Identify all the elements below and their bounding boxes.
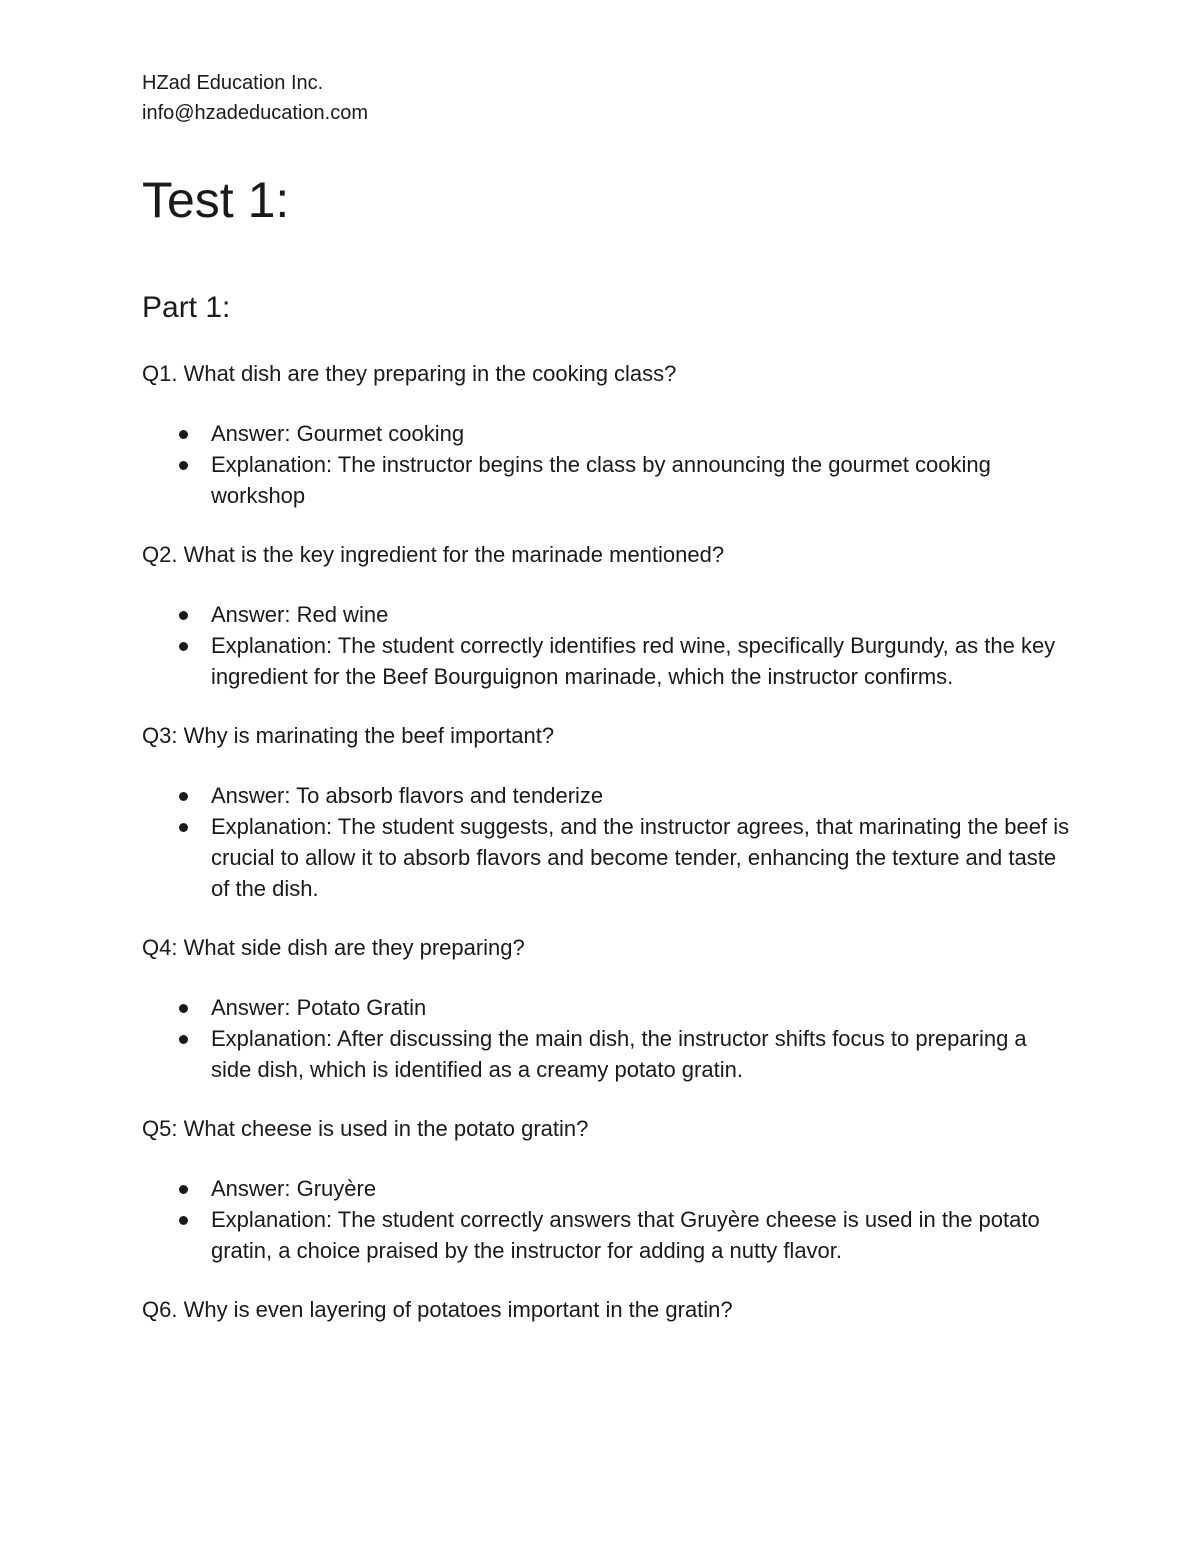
answer-text: Answer: Gourmet cooking <box>211 421 465 446</box>
question-text: Q3: Why is marinating the beef important? <box>142 723 555 748</box>
answer-list <box>142 1173 1072 1266</box>
explanation-item <box>142 1023 1072 1085</box>
bullet-icon <box>179 461 188 470</box>
organization-email: info@hzadeducation.com <box>142 102 368 124</box>
answer-item <box>142 992 1072 1023</box>
question-6 <box>142 1294 1072 1325</box>
bullet-icon <box>179 1035 188 1044</box>
bullet-icon <box>179 642 188 651</box>
explanation-text: Explanation: The instructor begins the class by announcing the gourmet cooking workshop <box>211 452 991 508</box>
bullet-icon <box>179 430 188 439</box>
explanation-item <box>142 811 1072 904</box>
bullet-icon <box>179 611 188 620</box>
answer-item <box>142 780 1072 811</box>
explanation-text: Explanation: The student correctly answers that Gruyère cheese is used in the potato gratin, a choice praised by the instructor for adding a nutty flavor. <box>211 1207 1040 1263</box>
question-text: Q6. Why is even layering of potatoes important in the gratin? <box>142 1297 733 1322</box>
question-3 <box>142 720 1072 904</box>
question-2 <box>142 539 1072 692</box>
explanation-text: Explanation: The student suggests, and the instructor agrees, that marinating the beef is crucial to allow it to absorb flavors and become tender, enhancing the texture and taste of the dish. <box>211 814 1070 901</box>
answer-text: Answer: Red wine <box>211 602 389 627</box>
answer-text: Answer: To absorb flavors and tenderize <box>211 783 604 808</box>
answer-item <box>142 599 1072 630</box>
bullet-icon <box>179 1216 188 1225</box>
explanation-text: Explanation: After discussing the main dish, the instructor shifts focus to preparing a side dish, which is identified as a creamy potato gratin. <box>211 1026 1027 1082</box>
bullet-icon <box>179 1004 188 1013</box>
question-text: Q2. What is the key ingredient for the marinade mentioned? <box>142 542 725 567</box>
question-text: Q1. What dish are they preparing in the cooking class? <box>142 361 677 386</box>
answer-list <box>142 418 1072 511</box>
question-text: Q4: What side dish are they preparing? <box>142 935 525 960</box>
explanation-item <box>142 630 1072 692</box>
document-page <box>142 68 1072 1322</box>
answer-list <box>142 599 1072 692</box>
question-text: Q5: What cheese is used in the potato gratin? <box>142 1116 589 1141</box>
answer-item <box>142 418 1072 449</box>
question-1 <box>142 358 1072 511</box>
answer-list <box>142 992 1072 1085</box>
answer-list <box>142 780 1072 904</box>
bullet-icon <box>179 792 188 801</box>
test-title: Test 1: <box>142 172 290 228</box>
explanation-item <box>142 1204 1072 1266</box>
bullet-icon <box>179 823 188 832</box>
explanation-text: Explanation: The student correctly identifies red wine, specifically Burgundy, as the key ingredient for the Beef Bourguignon marinade, which the instructor confirms. <box>211 633 1056 689</box>
part-heading: Part 1: <box>142 291 231 324</box>
answer-item <box>142 1173 1072 1204</box>
bullet-icon <box>179 1185 188 1194</box>
question-5 <box>142 1113 1072 1266</box>
answer-text: Answer: Gruyère <box>211 1176 377 1201</box>
question-4 <box>142 932 1072 1085</box>
answer-text: Answer: Potato Gratin <box>211 995 427 1020</box>
explanation-item <box>142 449 1072 511</box>
organization-name: HZad Education Inc. <box>142 72 324 94</box>
question-list <box>142 358 1072 1354</box>
